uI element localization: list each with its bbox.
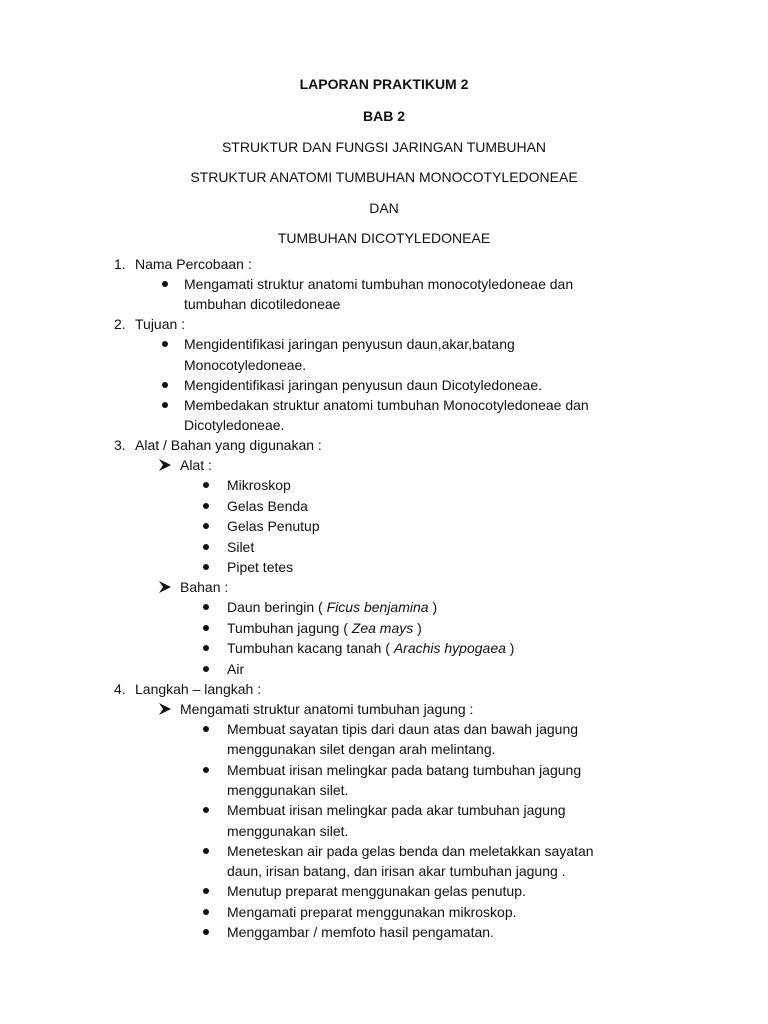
topic-title-connector: DAN (369, 200, 399, 216)
list-item: Mengamati struktur anatomi tumbuhan monocotyledoneae dan (184, 276, 574, 292)
list-item (227, 638, 514, 658)
list-item: Menggambar / memfoto hasil pengamatan. (227, 924, 494, 940)
item-text: Tumbuhan jagung ( (227, 620, 352, 636)
bullet-icon (162, 382, 168, 388)
section-number: 3. (114, 437, 126, 453)
section-heading: Tujuan : (135, 316, 186, 332)
list-item: Air (227, 661, 245, 677)
list-item-continuation: daun, irisan batang, dan irisan akar tumbuhan jagung . (227, 863, 566, 879)
subject-title: STRUKTUR DAN FUNGSI JARINGAN TUMBUHAN (221, 139, 547, 155)
report-title: LAPORAN PRAKTIKUM 2 (299, 76, 469, 92)
item-text: ) (428, 599, 438, 615)
subsection-label: Bahan : (180, 579, 229, 595)
bullet-icon (203, 848, 209, 854)
arrow-bullet-icon (158, 702, 172, 716)
list-item-continuation: Dicotyledoneae. (184, 417, 285, 433)
bullet-icon (203, 807, 209, 813)
list-item: Gelas Benda (227, 498, 308, 514)
bullet-icon (203, 929, 209, 935)
bullet-icon (203, 625, 209, 631)
bullet-icon (203, 909, 209, 915)
latin-name: Zea mays (351, 620, 414, 636)
bullet-icon (203, 767, 209, 773)
section-heading: Alat / Bahan yang digunakan : (135, 437, 322, 453)
list-item: Mengamati preparat menggunakan mikroskop. (227, 904, 517, 920)
list-item: Pipet tetes (227, 559, 294, 575)
list-item: Silet (227, 539, 255, 555)
list-item (227, 597, 437, 617)
bullet-icon (203, 564, 209, 570)
list-item-continuation: menggunakan silet dengan arah melintang. (227, 741, 496, 757)
section-number: 1. (114, 256, 126, 272)
bullet-icon (203, 482, 209, 488)
list-item: Mengidentifikasi jaringan penyusun daun Dicotyledoneae. (184, 377, 543, 393)
section-number: 2. (114, 316, 126, 332)
list-item: Membuat irisan melingkar pada batang tumbuhan jagung (227, 762, 582, 778)
list-item: Meneteskan air pada gelas benda dan meletakkan sayatan (227, 843, 594, 859)
bullet-icon (162, 281, 168, 287)
list-item: Mengidentifikasi jaringan penyusun daun,akar,batang (184, 336, 515, 352)
subsection-label: Mengamati struktur anatomi tumbuhan jagung : (180, 701, 474, 717)
bullet-icon (162, 341, 168, 347)
topic-title-2: TUMBUHAN DICOTYLEDONEAE (277, 230, 491, 246)
bullet-icon (162, 402, 168, 408)
list-item: Mikroskop (227, 477, 291, 493)
list-item: Gelas Penutup (227, 518, 320, 534)
list-item-continuation: menggunakan silet. (227, 782, 349, 798)
list-item (227, 618, 422, 638)
latin-name: Arachis hypogaea (393, 640, 506, 656)
arrow-bullet-icon (158, 458, 172, 472)
list-item-continuation: tumbuhan dicotiledoneae (184, 296, 341, 312)
bullet-icon (203, 523, 209, 529)
chapter-title: BAB 2 (362, 108, 405, 124)
bullet-icon (203, 726, 209, 732)
item-text: ) (505, 640, 515, 656)
item-text: Daun beringin ( (227, 599, 327, 615)
list-item-continuation: Monocotyledoneae. (184, 357, 307, 373)
section-heading: Langkah – langkah : (135, 681, 262, 697)
item-text: ) (413, 620, 422, 636)
bullet-icon (203, 666, 209, 672)
bullet-icon (203, 544, 209, 550)
list-item: Membuat sayatan tipis dari daun atas dan bawah jagung (227, 721, 579, 737)
section-heading: Nama Percobaan : (135, 256, 252, 272)
list-item-continuation: menggunakan silet. (227, 823, 349, 839)
subsection-label: Alat : (180, 457, 212, 473)
bullet-icon (203, 645, 209, 651)
bullet-icon (203, 888, 209, 894)
latin-name: Ficus benjamina (326, 599, 429, 615)
list-item: Membedakan struktur anatomi tumbuhan Monocotyledoneae dan (184, 397, 589, 413)
section-number: 4. (114, 681, 126, 697)
topic-title-1: STRUKTUR ANATOMI TUMBUHAN MONOCOTYLEDONEAE (190, 169, 578, 185)
list-item: Menutup preparat menggunakan gelas penutup. (227, 883, 526, 899)
list-item: Membuat irisan melingkar pada akar tumbuhan jagung (227, 802, 566, 818)
arrow-bullet-icon (158, 580, 172, 594)
bullet-icon (203, 503, 209, 509)
item-text: Tumbuhan kacang tanah ( (227, 640, 394, 656)
bullet-icon (203, 604, 209, 610)
